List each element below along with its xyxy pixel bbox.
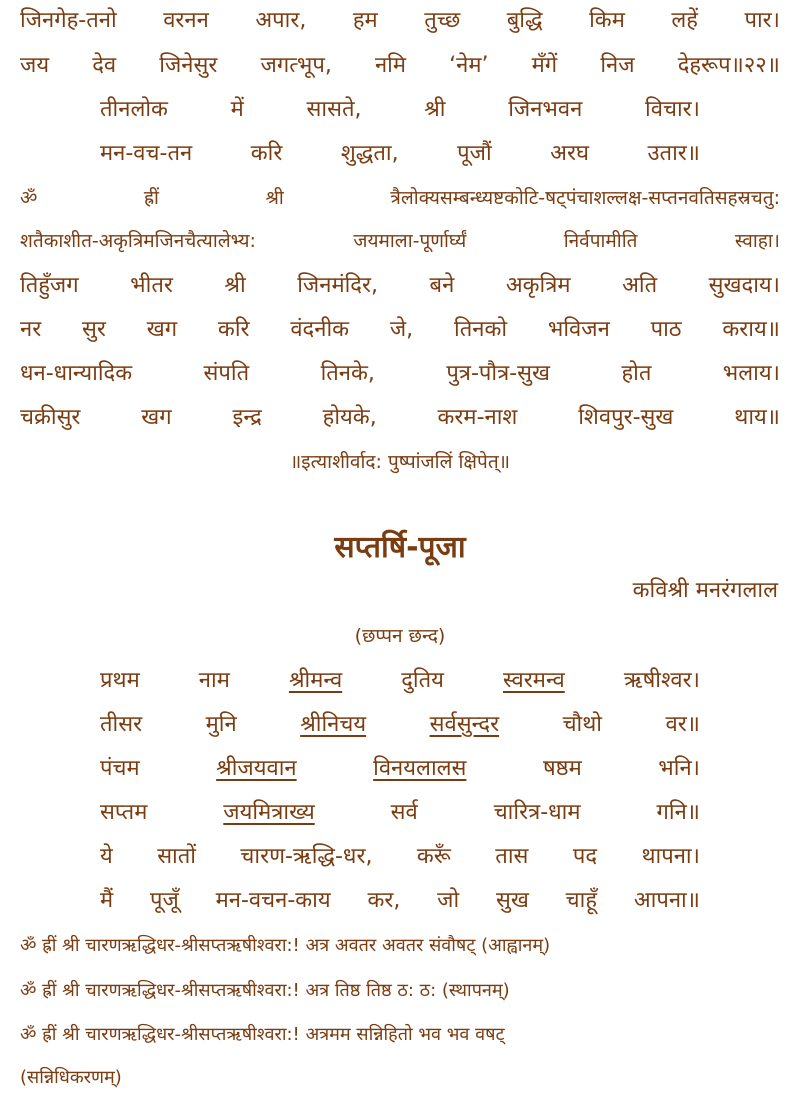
verse-word: शतैकाशीत-अकृत्रिमजिनचैत्यालेभ्य: (20, 230, 256, 252)
rishi-name: स्वरमन्व (503, 668, 565, 693)
verse-word: आपना॥ (633, 888, 700, 913)
verse-word: कराय॥ (722, 317, 780, 342)
stanza-bless-line (0, 359, 800, 389)
verse-word: में (230, 97, 244, 122)
verse-word: ऋषीश्वर। (623, 668, 700, 693)
verse-word: संपति (203, 361, 250, 386)
verse-word: ह्रीं (143, 187, 159, 209)
verse-word: तीसर (100, 712, 143, 737)
blessing-line: ॥इत्याशीर्वाद: पुष्पांजलिं क्षिपेत्॥ (289, 451, 511, 473)
verse-word: भीतर (130, 273, 173, 298)
chhappay-line (0, 886, 800, 916)
verse-word: होयके, (322, 405, 377, 430)
verse-word: भविजन (547, 317, 610, 342)
verse-word: ये (100, 844, 113, 869)
verse-word: वंदनीक (290, 317, 350, 342)
verse-word: मन-वच-तन (100, 141, 193, 166)
rishi-name: सर्वसुन्दर (429, 712, 500, 737)
verse-word: जिनमंदिर, (297, 273, 378, 298)
verse-word: तिनके, (320, 361, 375, 386)
verse-word: अरघ (550, 141, 589, 166)
verse-word: किम (589, 8, 625, 33)
verse-word: निज (600, 53, 635, 78)
verse-word: जय (20, 53, 50, 78)
verse-word: ॐ (20, 187, 38, 209)
doha1-line (0, 139, 800, 169)
verse-word: थापना। (641, 844, 700, 869)
verse-word: करूँ (416, 844, 451, 869)
verse-word: मन-वचन-काय (215, 888, 331, 913)
verse-word: भनि। (658, 756, 700, 781)
verse-word: पंचम (100, 756, 140, 781)
verse-word: भलाय। (722, 361, 780, 386)
verse-word: सासते, (306, 97, 362, 122)
verse-word: तिनको (454, 317, 508, 342)
mantra-block-line (0, 226, 800, 256)
verse-word: पद (572, 844, 598, 869)
verse-word: पूजूँ (149, 888, 179, 913)
verse-word: थाय॥ (734, 405, 780, 430)
verse-word: पार। (744, 8, 780, 33)
mantra-block-line (0, 183, 800, 213)
verse-word: करम-नाश (437, 405, 518, 430)
verse-word: जयमाला-पूर्णार्घ्यं (353, 230, 467, 252)
verse-word: ‘नेम’ (449, 53, 489, 78)
verse-word: स्वाहा। (734, 230, 780, 252)
verse-word: तुच्छ (424, 8, 461, 33)
verse-word: शिवपुर-सुख (578, 405, 674, 430)
page-title: सप्तर्षि-पूजा (334, 530, 466, 565)
verse-word: कर, (367, 888, 401, 913)
verse-word: सुखदाय। (708, 273, 780, 298)
verse-word: सर्व (390, 800, 418, 825)
verse-word: त्रैलोक्यसम्बन्ध्यष्टकोटि-षट्पंचाशल्लक्ष-सप्तनवतिसहस्रचतु: (390, 187, 780, 209)
mantra-line: ॐ ह्रीं श्री चारणऋद्धिधर-श्रीसप्तऋषीश्वरा:! अत्रमम सन्निहितो भव भव वषट् (20, 1024, 505, 1045)
verse-word: प्रथम (100, 668, 140, 693)
verse-word: जगत्भूप, (260, 53, 332, 78)
verse-word: अकृत्रिम (505, 273, 571, 298)
verse-word: पुत्र-पौत्र-सुख (446, 361, 551, 386)
stanza-bless-line (0, 271, 800, 301)
verse-word: पाठ (650, 317, 682, 342)
verse-word: तास (495, 844, 529, 869)
verse-word: अति (622, 273, 658, 298)
verse-word: देव (92, 53, 117, 78)
verse-word: वर॥ (665, 712, 700, 737)
rishi-name: जयमित्राख्य (223, 800, 315, 825)
verse-word: नाम (198, 668, 230, 693)
verse-word: विचार। (645, 97, 700, 122)
verse-word: शुद्धता, (340, 141, 399, 166)
verse-word: तिहुँजग (20, 273, 79, 298)
verse-word: उतार॥ (647, 141, 700, 166)
verse-word: लहें (671, 8, 698, 33)
author-line: कविश्री मनरंगलाल (632, 578, 778, 603)
verse-word: गनि॥ (656, 800, 700, 825)
verse-word: जिनभवन (508, 97, 583, 122)
verse-word: चौथो (562, 712, 603, 737)
stanza-bless-line (0, 403, 800, 433)
verse-word: करि (217, 317, 250, 342)
verse-word: खग (141, 405, 172, 430)
verse-word: देहरूप॥२२॥ (677, 53, 780, 78)
verse-word: जिनेसुर (159, 53, 218, 78)
verse-word: सप्तम (100, 800, 148, 825)
verse-word: मुनि (205, 712, 237, 737)
chhappay-line (0, 754, 800, 784)
verse-word: होत (621, 361, 652, 386)
verse-word: निर्वपामीति (563, 230, 638, 252)
verse-word: नर (20, 317, 42, 342)
chhappay-line (0, 710, 800, 740)
verse-word: हम (352, 8, 378, 33)
rishi-name: विनयलालस (373, 756, 467, 781)
verse-word: मैं (100, 888, 114, 913)
verse-word: सुख (495, 888, 529, 913)
verse-word: चारित्र-धाम (493, 800, 581, 825)
verse-word: करि (250, 141, 283, 166)
stanza-top-line (0, 6, 800, 36)
mantra-line: ॐ ह्रीं श्री चारणऋद्धिधर-श्रीसप्तऋषीश्वरा:! अत्र तिष्ठ तिष्ठ ठ: ठ: (स्थापनम्) (20, 980, 510, 1001)
rishi-name: श्रीनिचय (300, 712, 367, 737)
verse-word: जे, (389, 317, 414, 342)
verse-word: चाहूँ (565, 888, 598, 913)
verse-word: धन-धान्यादिक (20, 361, 133, 386)
verse-word: खग (146, 317, 178, 342)
chhappay-line (0, 798, 800, 828)
verse-word: दुतिय (401, 668, 444, 693)
verse-word: तीनलोक (100, 97, 168, 122)
stanza-top-line (0, 51, 800, 81)
mantra-line: (सन्निधिकरणम्) (20, 1067, 122, 1088)
rishi-name: श्रीजयवान (216, 756, 297, 781)
verse-word: बने (429, 273, 455, 298)
verse-word: वरनन (163, 8, 209, 33)
stanza-bless-line (0, 315, 800, 345)
verse-word: सातों (157, 844, 196, 869)
verse-word: श्री (224, 273, 246, 298)
verse-word: पूजौं (457, 141, 492, 166)
verse-word: इन्द्र (232, 405, 262, 430)
verse-word: अपार, (255, 8, 307, 33)
verse-word: सुर (82, 317, 106, 342)
verse-word: नमि (374, 53, 407, 78)
chhappay-line (0, 842, 800, 872)
verse-word: जिनगेह-तनो (20, 8, 117, 33)
verse-word: श्री (424, 97, 446, 122)
verse-word: जो (437, 888, 460, 913)
chhappay-line (0, 666, 800, 696)
verse-word: षष्ठम (542, 756, 582, 781)
verse-word: श्री (265, 187, 284, 209)
mantra-line: ॐ ह्रीं श्री चारणऋद्धिधर-श्रीसप्तऋषीश्वरा:! अत्र अवतर अवतर संवौषट् (आह्वानम्) (20, 935, 551, 956)
verse-word: चक्रीसुर (20, 405, 81, 430)
verse-word: बुद्धि (506, 8, 543, 33)
rishi-name: श्रीमन्व (288, 668, 343, 693)
doha1-line (0, 95, 800, 125)
verse-word: चारण-ऋद्धि-धर, (240, 844, 373, 869)
meter-label: (छप्पन छन्द) (354, 625, 446, 647)
verse-word: मँगें (531, 53, 558, 78)
